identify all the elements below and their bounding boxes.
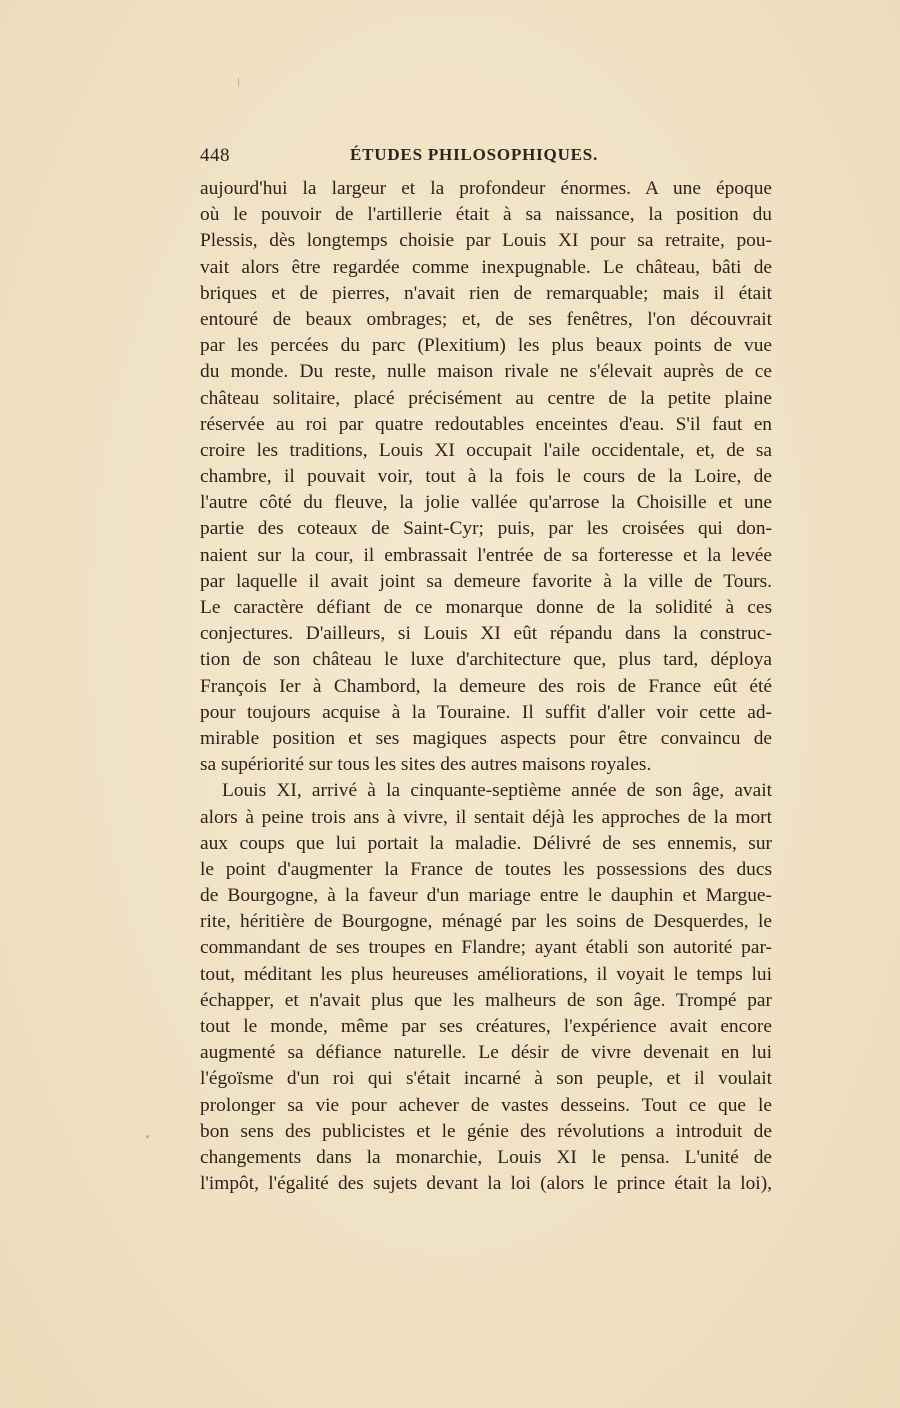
paper-speck <box>146 1135 149 1138</box>
text-line: Louis XI, arrivé à la cinquante-septième année de son âge, avait <box>222 780 772 802</box>
text-line: vait alors être regardée comme inexpugnable. Le château, bâti de <box>200 256 772 278</box>
text-line: mirable position et ses magiques aspects pour être convaincu de <box>200 727 772 749</box>
text-line: augmenté sa défiance naturelle. Le désir de vivre devenait en lui <box>200 1042 772 1064</box>
text-line: rite, héritière de Bourgogne, ménagé par les soins de Desquerdes, le <box>200 911 772 933</box>
paper-speck <box>238 78 239 87</box>
text-line: bon sens des publicistes et le génie des révolutions a introduit de <box>200 1120 772 1142</box>
text-line: briques et de pierres, n'avait rien de remarquable; mais il était <box>200 282 772 304</box>
text-line: partie des coteaux de Saint-Cyr; puis, par les croisées qui don- <box>200 518 772 540</box>
page-header <box>200 145 772 169</box>
text-line: François Ier à Chambord, la demeure des rois de France eût été <box>200 675 772 697</box>
text-line: tion de son château le luxe d'architecture que, plus tard, déploya <box>200 649 772 671</box>
text-line: de Bourgogne, à la faveur d'un mariage entre le dauphin et Margue- <box>200 885 772 907</box>
text-line: commandant de ses troupes en Flandre; ayant établi son autorité par- <box>200 937 772 959</box>
text-line: le point d'augmenter la France de toutes les possessions des ducs <box>200 858 772 880</box>
text-line: par les percées du parc (Plexitium) les plus beaux points de vue <box>200 335 772 357</box>
text-line: l'égoïsme d'un roi qui s'était incarné à son peuple, et il voulait <box>200 1068 772 1090</box>
text-line: l'autre côté du fleuve, la jolie vallée qu'arrose la Choisille et une <box>200 492 772 514</box>
text-line: chambre, il pouvait voir, tout à la fois le cours de la Loire, de <box>200 466 772 488</box>
body-text <box>200 176 772 1197</box>
text-line: Le caractère défiant de ce monarque donne de la solidité à ces <box>200 597 772 618</box>
text-line: tout le monde, même par ses créatures, l'expérience avait encore <box>200 1016 772 1037</box>
text-line: sa supériorité sur tous les sites des autres maisons royales. <box>200 754 652 776</box>
text-line: Plessis, dès longtemps choisie par Louis XI pour sa retraite, pou- <box>200 230 772 252</box>
text-line: alors à peine trois ans à vivre, il sentait déjà les approches de la mort <box>200 806 772 828</box>
text-line: l'impôt, l'égalité des sujets devant la loi (alors le prince était la loi), <box>200 1173 772 1195</box>
text-line: du monde. Du reste, nulle maison rivale ne s'élevait auprès de ce <box>200 361 772 383</box>
text-line: aux coups que lui portait la maladie. Délivré de ses ennemis, sur <box>200 832 772 854</box>
text-line: prolonger sa vie pour achever de vastes desseins. Tout ce que le <box>200 1094 772 1116</box>
text-line: château solitaire, placé précisément au centre de la petite plaine <box>200 387 772 409</box>
running-title: ÉTUDES PHILOSOPHIQUES. <box>350 145 599 164</box>
text-line: croire les traditions, Louis XI occupait l'aile occidentale, et, de sa <box>200 439 772 461</box>
text-line: échapper, et n'avait plus que les malheurs de son âge. Trompé par <box>200 989 772 1011</box>
text-line: naient sur la cour, il embrassait l'entrée de sa forteresse et la levée <box>200 544 772 566</box>
text-line: où le pouvoir de l'artillerie était à sa naissance, la position du <box>200 204 772 226</box>
text-line: aujourd'hui la largeur et la profondeur énormes. A une époque <box>200 178 772 199</box>
text-line: pour toujours acquise à la Touraine. Il suffit d'aller voir cette ad- <box>200 701 772 723</box>
text-line: entouré de beaux ombrages; et, de ses fenêtres, l'on découvrait <box>200 308 772 330</box>
page-number: 448 <box>200 145 230 166</box>
text-line: conjectures. D'ailleurs, si Louis XI eût répandu dans la construc- <box>200 623 772 645</box>
text-line: réservée au roi par quatre redoutables enceintes d'eau. S'il faut en <box>200 413 772 435</box>
text-line: par laquelle il avait joint sa demeure favorite à la ville de Tours. <box>200 570 772 592</box>
text-line: changements dans la monarchie, Louis XI le pensa. L'unité de <box>200 1146 772 1168</box>
text-line: tout, méditant les plus heureuses améliorations, il voyait le temps lui <box>200 963 772 985</box>
